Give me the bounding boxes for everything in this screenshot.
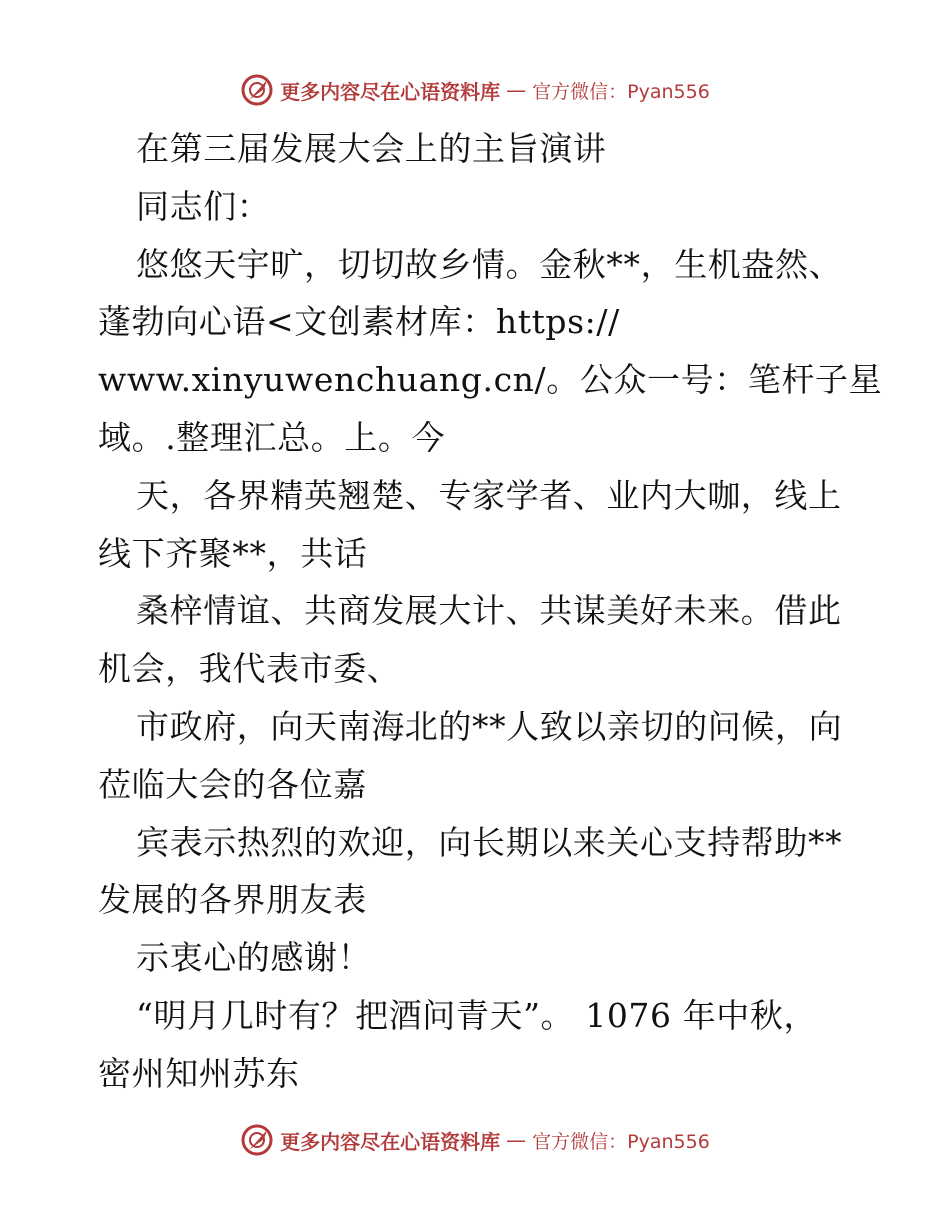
text-line: “明月几时有？把酒问青天”。 1076 年中秋，: [136, 995, 818, 1035]
footer-separator: —: [506, 1128, 527, 1152]
text-line: 市政府，向天南海北的**人致以亲切的问候，向: [136, 706, 843, 746]
text-line: 宾表示热烈的欢迎，向长期以来关心支持帮助**: [136, 822, 843, 862]
header-banner: [0, 70, 950, 110]
text-line: 示衷心的感谢！: [136, 938, 372, 978]
text-line: 线下齐聚**，共话: [98, 533, 368, 573]
text-line: 同志们：: [136, 186, 271, 226]
text-line: 桑梓情谊、共商发展大计、共谋美好未来。借此: [136, 591, 842, 631]
header-separator: —: [506, 78, 527, 102]
text-line: 域。.整理汇总。上。今: [98, 417, 446, 457]
text-line: 蓬勃向心语<文创素材库：https://: [98, 302, 620, 342]
text-line: 天，各界精英翘楚、专家学者、业内大咖，线上: [136, 475, 842, 515]
text-line: 莅临大会的各位嘉: [98, 764, 367, 804]
text-line: www.xinyuwenchuang.cn/。公众一号：笔杆子星: [98, 360, 883, 400]
text-line: 机会，我代表市委、: [98, 649, 401, 689]
footer-brand-text: 更多内容尽在心语资料库: [280, 1129, 501, 1154]
text-line: 悠悠天宇旷，切切故乡情。金秋**，生机盎然、: [136, 244, 843, 284]
document-body: [98, 120, 883, 1103]
footer-wechat-text: 官方微信：Pyan556: [532, 1130, 710, 1153]
quill-logo-icon: [240, 73, 274, 107]
text-line: 在第三届发展大会上的主旨演讲: [136, 129, 607, 168]
quill-logo-icon: [240, 1123, 274, 1157]
header-wechat-text: 官方微信：Pyan556: [532, 80, 710, 103]
text-line: 发展的各界朋友表: [98, 880, 367, 920]
text-line: 密州知州苏东: [98, 1053, 300, 1093]
footer-banner: [0, 1120, 950, 1160]
header-brand-text: 更多内容尽在心语资料库: [280, 79, 501, 104]
